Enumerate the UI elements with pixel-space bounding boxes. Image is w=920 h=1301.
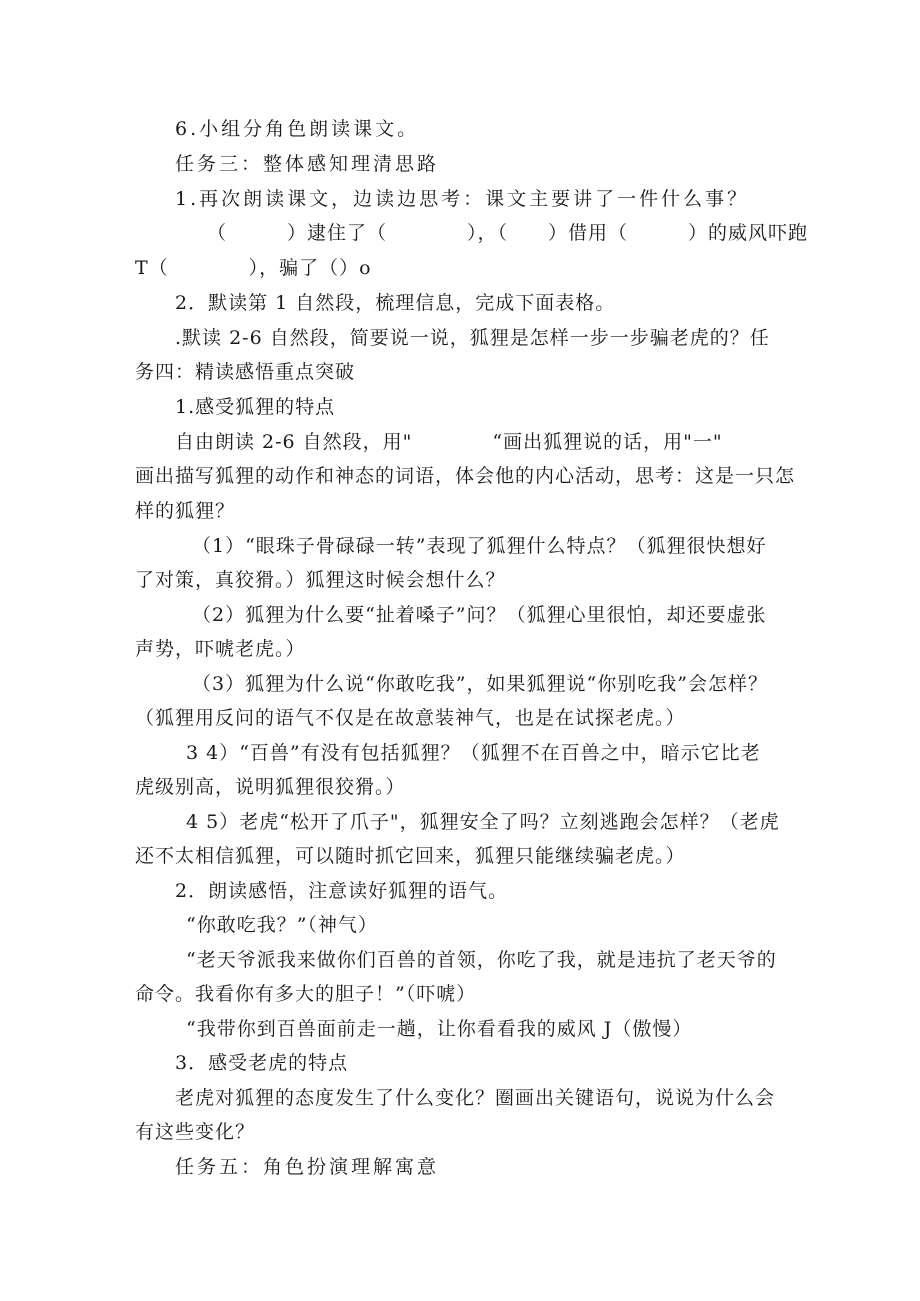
question-2-line: 2．默读第 1 自然段，梳理信息，完成下面表格。 (175, 292, 616, 314)
quote-3: “我带你到百兽面前走一趟，让你看看我的威风 J（傲慢） (186, 1018, 693, 1040)
fill-blank-line-1: （ ）逮住了（ ），（ ）借用（ ）的威风吓跑 (207, 222, 809, 244)
item-3-line-2: （狐狸用反问的语气不仅是在故意装神气，也是在试探老虎。） (135, 707, 686, 729)
task-4-heading: 务四：精读感悟重点突破 (135, 361, 356, 383)
tiger-question-line-1: 老虎对狐狸的态度发生了什么变化？圈画出关键语句，说说为什么会 (175, 1087, 776, 1109)
task-5-heading: 任务五：角色扮演理解寓意 (175, 1156, 440, 1178)
instruction-line-3: 样的狐狸？ (135, 500, 236, 522)
item-4-line-1: 3 4）“百兽”有没有包括狐狸？（狐狸不在百兽之中，暗示它比老 (186, 742, 761, 764)
item-4-line-2: 虎级别高，说明狐狸很狡猾。） (135, 776, 406, 798)
tiger-traits-heading: 3．感受老虎的特点 (175, 1052, 349, 1074)
task-3-heading: 任务三：整体感知理清思路 (175, 153, 440, 175)
instruction-line-1: 自由朗读 2-6 自然段，用" “画出狐狸说的话，用"一" (175, 431, 723, 453)
step-6-line: 6.小组分角色朗读课文。 (175, 118, 420, 140)
reading-heading: 2．朗读感悟，注意读好狐狸的语气。 (175, 880, 509, 902)
fill-blank-line-2: T（ ），骗了（）o (135, 257, 372, 279)
item-1-line-2: 了对策，真狡猾。）狐狸这时候会想什么？ (135, 569, 506, 591)
question-3-line: .默读 2-6 自然段，简要说一说，狐狸是怎样一步一步骗老虎的？任 (175, 327, 770, 349)
question-1-line: 1.再次朗读课文，边读边思考：课文主要讲了一件什么事？ (175, 188, 750, 210)
item-5-line-1: 4 5）老虎“松开了爪子"，狐狸安全了吗？立刻逃跑会怎样？（老虎 (186, 811, 780, 833)
item-2-line-2: 声势，吓唬老虎。） (135, 638, 306, 660)
quote-2-line-2: 命令。我看你有多大的胆子！”（吓唬） (135, 983, 477, 1005)
quote-1: “你敢吃我？”（神气） (186, 914, 378, 936)
fox-traits-heading: 1.感受狐狸的特点 (175, 396, 336, 418)
instruction-line-2: 画出描写狐狸的动作和神态的词语，体会他的内心活动，思考：这是一只怎 (135, 465, 796, 487)
item-1-line-1: （1）“眼珠子骨碌碌一转”表现了狐狸什么特点？（狐狸很快想好 (192, 535, 767, 557)
quote-2-line-1: “老天爷派我来做你们百兽的首领，你吃了我，就是违抗了老天爷的 (186, 949, 777, 971)
item-3-line-1: （3）狐狸为什么说“你敢吃我”，如果狐狸说“你别吃我”会怎样？ (192, 673, 768, 695)
item-5-line-2: 还不太相信狐狸，可以随时抓它回来，狐狸只能继续骗老虎。） (135, 845, 686, 867)
item-2-line-1: （2）狐狸为什么要“扯着嗓子”问？（狐狸心里很怕，却还要虚张 (192, 604, 767, 626)
tiger-question-line-2: 有这些变化？ (135, 1121, 256, 1143)
